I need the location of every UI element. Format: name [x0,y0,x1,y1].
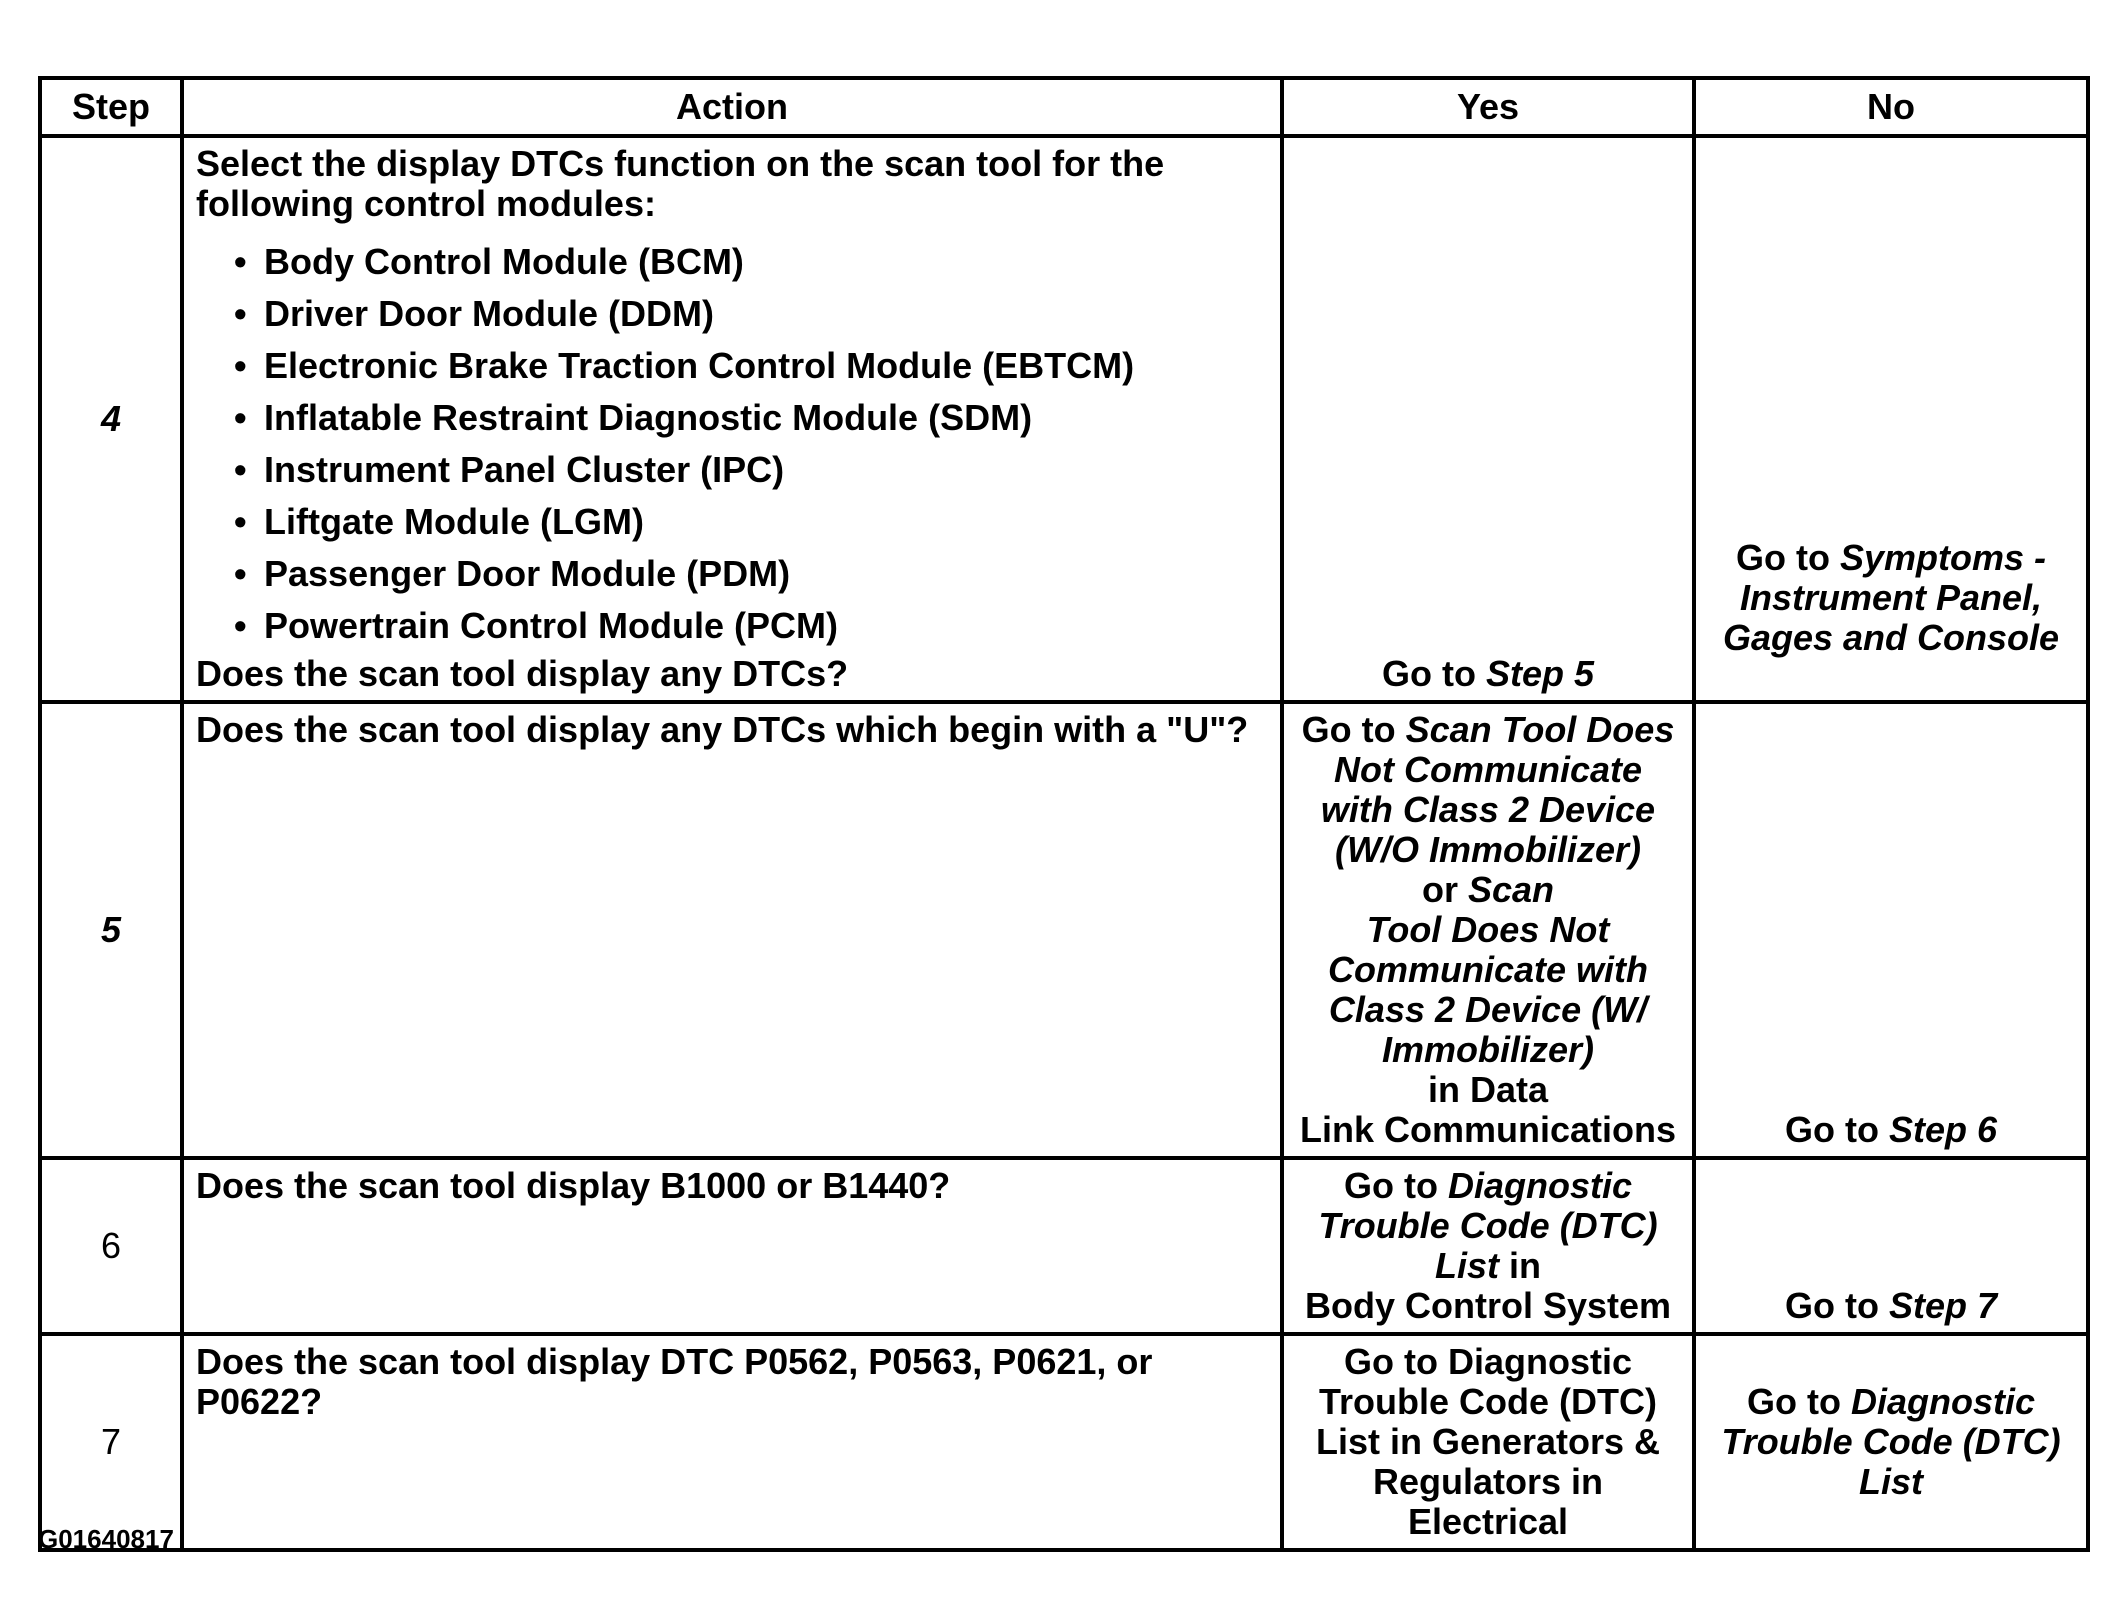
table-row-step-5 [40,702,2088,1158]
link-step-5[interactable]: Step 5 [1485,653,1595,694]
table-row-step-7 [40,1334,2088,1550]
step-number: 7 [40,1334,182,1550]
action-intro: Select the display DTCs function on the scan tool for the following control modules: [196,143,1165,224]
list-item: • Body Control Module (BCM) [234,236,1268,288]
yes-suffix-1: in Data [1427,1069,1549,1110]
link-step-6[interactable]: Step 6 [1888,1109,1998,1150]
header-yes: Yes [1282,78,1694,136]
link-dtc-list[interactable]: Diagnostic Trouble Code (DTC) List [1721,1381,2061,1502]
yes-cell [1282,136,1694,702]
yes-cell[interactable]: Go to Diagnostic Trouble Code (DTC) List in Generators & Regulators in Electrical [1282,1334,1694,1550]
table-row-step-6 [40,1158,2088,1334]
no-cell [1694,702,2088,1158]
step-number: 6 [40,1158,182,1334]
yes-prefix: Go to [1343,1165,1448,1206]
list-item: • Inflatable Restraint Diagnostic Module (SDM) [234,392,1268,444]
no-prefix: Go to [1784,1109,1889,1150]
yes-cell [1282,1158,1694,1334]
step-number: 5 [40,702,182,1158]
link-symptoms-instrument-panel[interactable]: Symptoms - Instrument Panel, Gages and Console [1722,537,2060,658]
link-dtc-list-body[interactable]: Diagnostic Trouble Code (DTC) List [1318,1165,1658,1286]
list-item: • Passenger Door Module (PDM) [234,548,1268,600]
list-item: • Powertrain Control Module (PCM) [234,600,1268,652]
table-row-step-4 [40,136,2088,702]
no-cell [1694,136,2088,702]
link-scan-tool-no-comm-w-immobilizer[interactable]: Tool Does Not Communicate with Class 2 Device (W/ Immobilizer) [1327,909,1649,1070]
no-cell [1694,1158,2088,1334]
no-prefix: Go to [1735,537,1840,578]
action-cell: Does the scan tool display B1000 or B1440? [182,1158,1282,1334]
action-cell: Does the scan tool display DTC P0562, P0563, P0621, or P0622? [182,1334,1282,1550]
step-number: 4 [40,136,182,702]
list-item: • Instrument Panel Cluster (IPC) [234,444,1268,496]
no-prefix: Go to [1746,1381,1851,1422]
action-question: Does the scan tool display any DTCs? [196,653,849,694]
header-step: Step [40,78,182,136]
or-line [1296,870,1680,910]
no-cell [1694,1334,2088,1550]
action-cell: Does the scan tool display any DTCs which begin with a "U"? [182,702,1282,1158]
yes-suffix: Body Control System [1304,1285,1672,1326]
yes-mid: in [1499,1245,1541,1286]
or-word: or [1421,869,1468,910]
link-scan-start[interactable]: Scan [1467,869,1555,910]
no-prefix: Go to [1784,1285,1889,1326]
list-item: • Driver Door Module (DDM) [234,288,1268,340]
diagnostic-sheet [38,76,2086,1552]
action-cell [182,136,1282,702]
figure-id: G01640817 [38,1524,174,1554]
yes-prefix: Go to [1381,653,1486,694]
yes-suffix-2: Link Communications [1299,1109,1677,1150]
list-item: • Electronic Brake Traction Control Module (EBTCM) [234,340,1268,392]
list-item: • Liftgate Module (LGM) [234,496,1268,548]
link-scan-tool-no-comm-wo-immobilizer[interactable]: Scan Tool Does Not Communicate with Class 2 Device (W/O Immobilizer) [1320,709,1675,870]
yes-cell [1282,702,1694,1158]
diagnostic-table [38,76,2090,1552]
header-row [40,78,2088,136]
yes-prefix: Go to [1301,709,1406,750]
header-no: No [1694,78,2088,136]
module-list [196,236,1268,652]
header-action: Action [182,78,1282,136]
link-step-7[interactable]: Step 7 [1888,1285,1998,1326]
